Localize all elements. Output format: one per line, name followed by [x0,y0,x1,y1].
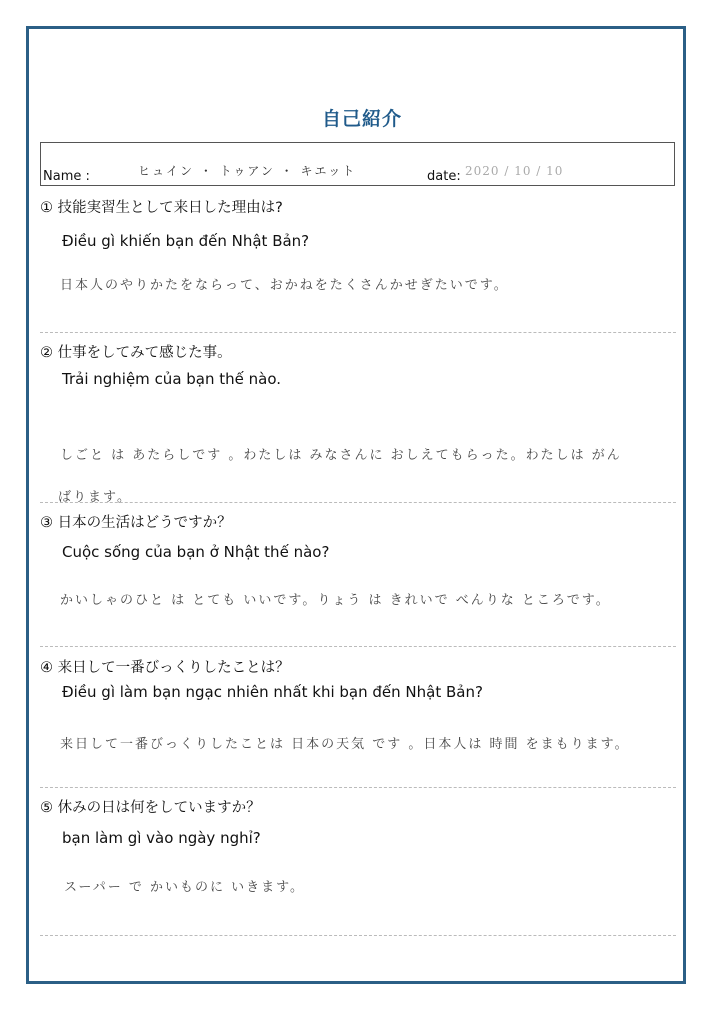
date-label: date: [427,169,461,184]
answer-1-line-1: 日本人のやりかたをならって、おかねをたくさんかせぎたいです。 [60,278,509,293]
answer-2-line-2: ばります。 [58,490,132,505]
question-5-vi: bạn làm gì vào ngày nghỉ? [62,829,261,847]
section-divider [40,787,676,788]
name-label: Name : [43,169,90,184]
question-2-vi: Trải nghiệm của bạn thế nào. [62,370,282,388]
name-value: ヒュイン ・ トゥアン ・ キエット [138,164,357,178]
question-4-vi: Điều gì làm bạn ngạc nhiên nhất khi bạn đến Nhật Bản? [62,683,483,701]
answer-4-line-1: 来日して一番びっくりしたことは 日本の天気 です 。日本人は 時間 をまもります。 [60,737,630,752]
question-2-ja: ② 仕事をしてみて感じた事。 [40,345,232,361]
page-title: 自己紹介 [321,108,402,130]
answer-2-line-1: しごと は あたらしです 。わたしは みなさんに おしえてもらった。わたしは がん [60,448,622,463]
section-divider [40,332,676,333]
answer-5-line-1: スーパー で かいものに いきます。 [64,880,306,895]
name-date-box [40,142,675,186]
section-divider [40,646,676,647]
question-3-ja: ③ 日本の生活はどうですか？ [40,515,232,531]
question-4-ja: ④ 来日して一番びっくりしたことは？ [40,660,290,676]
question-5-ja: ⑤ 休みの日は何をしていますか？ [40,800,261,816]
question-3-vi: Cuộc sống của bạn ở Nhật thế nào? [62,543,330,561]
question-1-ja: ① 技能実習生として来日した理由は? [40,200,283,216]
section-divider [40,502,676,503]
section-divider [40,935,676,936]
date-value: 2020 / 10 / 10 [465,164,564,178]
question-1-vi: Điều gì khiến bạn đến Nhật Bản? [62,232,310,250]
answer-3-line-1: かいしゃのひと は とても いいです。りょう は きれいで べんりな ところです。 [60,593,611,608]
